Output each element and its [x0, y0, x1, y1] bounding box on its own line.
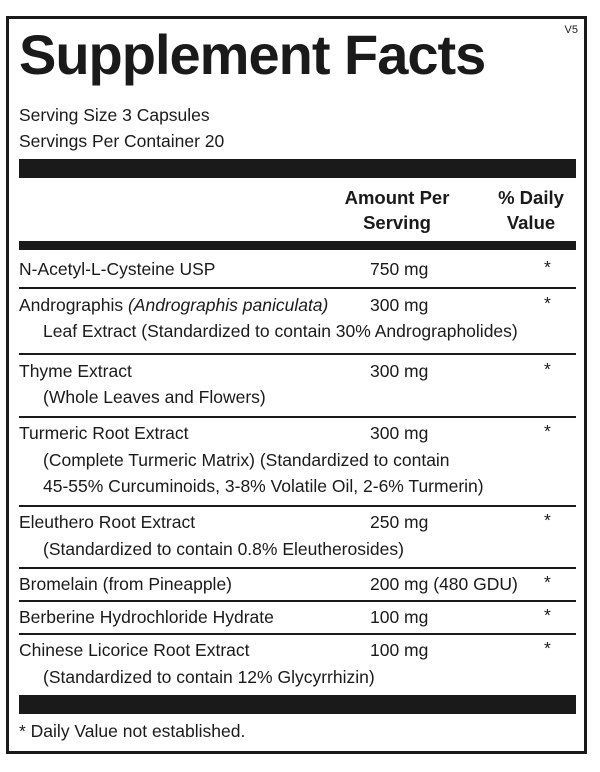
supplement-facts-panel [6, 16, 587, 754]
daily-value-mark: * [544, 510, 551, 530]
ingredient-name: Eleuthero Root Extract [19, 512, 196, 532]
daily-value-header [483, 185, 579, 235]
daily-value-mark: * [544, 638, 551, 658]
ingredient-detail: (Whole Leaves and Flowers) [43, 387, 266, 407]
ingredient-name-main: Andrographis [19, 295, 128, 315]
ingredient-detail-continued: 45-55% Curcuminoids, 3-8% Volatile Oil, 2-6% Turmerin) [43, 476, 484, 496]
dv-header-line1: % Daily [498, 187, 564, 208]
daily-value-mark: * [544, 605, 551, 625]
ingredient-name: Bromelain (from Pineapple) [19, 574, 233, 594]
daily-value-mark: * [544, 359, 551, 379]
ingredient-latin-name: (Andrographis paniculata) [127, 295, 329, 315]
ingredient-amount: 100 mg [370, 607, 429, 627]
ingredient-name: Chinese Licorice Root Extract [19, 640, 250, 660]
row-divider [19, 287, 576, 289]
thick-divider-top [19, 159, 576, 178]
row-divider [19, 353, 576, 355]
row-divider [19, 416, 576, 418]
ingredient-name: Berberine Hydrochloride Hydrate [19, 607, 274, 627]
ingredient-detail: (Standardized to contain 12% Glycyrrhizin) [43, 667, 375, 687]
panel-title: Supplement Facts [19, 23, 486, 86]
ingredient-amount: 300 mg [370, 361, 429, 381]
ingredient-detail: (Complete Turmeric Matrix) (Standardized to contain [43, 450, 450, 470]
servings-per-container: Servings Per Container 20 [19, 131, 225, 151]
version-code: V5 [564, 24, 578, 36]
row-divider [19, 600, 576, 602]
ingredient-amount: 750 mg [370, 259, 429, 279]
ingredient-amount: 300 mg [370, 423, 429, 443]
ingredient-amount: 200 mg (480 GDU) [370, 574, 518, 594]
ingredient-name: N-Acetyl-L-Cysteine USP [19, 259, 216, 279]
row-divider [19, 633, 576, 635]
dv-header-line2: Value [506, 212, 556, 233]
amount-header-line2: Serving [363, 212, 431, 233]
ingredient-name: Thyme Extract [19, 361, 132, 381]
thick-divider-header [19, 241, 576, 250]
ingredient-detail: Leaf Extract (Standardized to contain 30% Andrographolides) [43, 321, 518, 341]
ingredient-name [19, 293, 328, 317]
serving-size: Serving Size 3 Capsules [19, 105, 210, 125]
ingredient-amount: 300 mg [370, 295, 429, 315]
row-divider [19, 567, 576, 569]
footnote: * Daily Value not established. [19, 721, 246, 741]
ingredient-amount: 250 mg [370, 512, 429, 532]
ingredient-name: Turmeric Root Extract [19, 423, 189, 443]
daily-value-mark: * [544, 257, 551, 277]
daily-value-mark: * [544, 293, 551, 313]
daily-value-mark: * [544, 421, 551, 441]
amount-per-serving-header [337, 185, 457, 235]
ingredient-amount: 100 mg [370, 640, 429, 660]
amount-header-line1: Amount Per [344, 187, 450, 208]
daily-value-mark: * [544, 572, 551, 592]
row-divider [19, 505, 576, 507]
ingredient-detail: (Standardized to contain 0.8% Eleutherosides) [43, 539, 404, 559]
thick-divider-bottom [19, 695, 576, 714]
